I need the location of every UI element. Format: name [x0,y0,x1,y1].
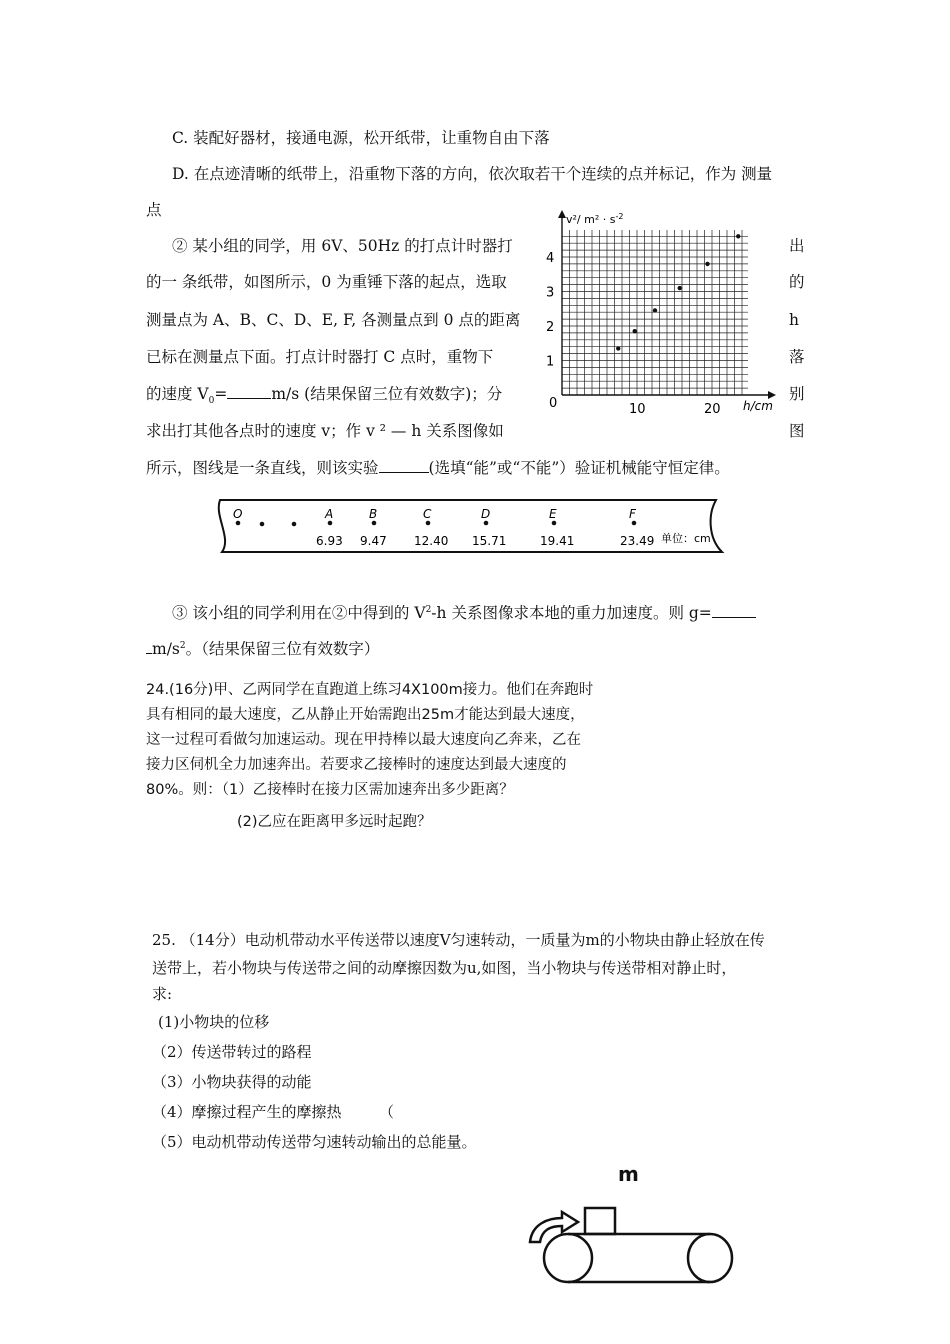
q24-sub-2: (2)乙应在距离甲多远时起跑？ [237,814,432,830]
part2-line-6: 求出打其他各点时的速度 v；作 v ² — h 关系图像如 [146,422,504,440]
y-axis-arrow [558,210,566,218]
step-d-text: D. 在点迹清晰的纸带上，沿重物下落的方向，依次取若干个连续的点并标记，作为 测量 [172,165,773,183]
left-roller [544,1234,592,1282]
part2-line-3: 测量点为 A、B、C、D、E, F, 各测量点到 0 点的距离 [146,311,521,329]
data-point [705,262,709,266]
q24-line-2: 具有相同的最大速度，乙从静止开始需跑出25m才能达到最大速度， [146,707,585,723]
tape-marks [233,507,654,548]
answer-blank-g [712,603,756,618]
tape-point-label: B [369,507,378,521]
graph-xlabel: h/cm [743,399,773,413]
data-point [678,286,682,290]
part2-line-4: 已标在测量点下面。打点计时器打 C 点时，重物下 [146,348,494,366]
x-axis-arrow [768,391,776,399]
graph-origin: 0 [549,396,558,411]
part2-right-6: 图 [789,422,805,440]
step-d-text-cont: 点 [146,201,162,219]
data-point [653,308,657,312]
part2-speed-line: 的速度 $V_0= m/s$ (结果保留三位有效数字)；分 [146,385,503,407]
tape-dot [372,521,377,526]
q25-line-2: 送带上，若小物块与传送带之间的动摩擦因数为u,如图，当小物块与传送带相对静止时， [152,959,737,977]
tape-distance: 15.71 [472,534,507,548]
tape-distance: 12.40 [414,534,449,548]
tape-point-label: E [549,507,557,521]
y-tick-label: 3 [546,285,555,301]
part2-last-line: 所示，图线是一条直线，则该实验 (选填“能”或“不能”）验证机械能守恒定律。 [146,459,730,477]
part2-right-2: 的 [789,273,805,291]
tape-point-label: F [629,507,636,521]
tape-point-label: D [481,507,491,521]
tape-dot [328,521,333,526]
part2-right-5: 别 [789,385,805,403]
part3-line-1: ③ 该小组的同学利用在②中得到的 $V^2-h$ 关系图像求本地的重力加速度。则 g= [172,600,756,623]
q25-item-5: （5）电动机带动传送带匀速转动输出的总能量。 [152,1133,477,1151]
q25-line-1: 25. （14分）电动机带动水平传送带以速度V匀速转动，一质量为m的小物块由静止轻放在传 [152,931,765,949]
q24-line-1: 24.(16分)甲、乙两同学在直跑道上练习4X100m接力。他们在奔跑时 [146,682,594,698]
part2-right-3: h [789,311,799,329]
q24-line-5: 80%。则：（1）乙接棒时在接力区需加速奔出多少距离？ [146,782,514,798]
answer-blank-vc [227,384,271,399]
x-tick-label: 20 [704,402,721,417]
q24-line-3: 这一过程可看做匀加速运动。现在甲持棒以最大速度向乙奔来，乙在 [146,732,581,748]
tape-point-label: O [233,507,243,521]
tape-distance: 23.49 [620,534,655,548]
tape-distance: 6.93 [316,534,343,548]
part2-right-4: 落 [789,348,805,366]
answer-blank-can [379,458,429,473]
q25-item-2: （2）传送带转过的路程 [152,1043,312,1061]
data-point [616,346,620,350]
v2-h-graph [540,208,780,418]
x-tick-label: 10 [629,402,646,417]
q25-item-4: （4）摩擦过程产生的摩擦热 （ [152,1103,395,1121]
y-tick-label: 4 [546,251,555,266]
part2-line-1: ② 某小组的同学，用 6V、50Hz 的打点计时器打 [172,237,513,255]
right-roller [688,1234,732,1282]
step-c-text: C. 装配好器材，接通电源，松开纸带，让重物自由下落 [172,129,550,147]
graph-ylabel: v²/ $m^2 \cdot s^{-2}$ [566,212,624,226]
q25-item-3: （3）小物块获得的动能 [152,1073,312,1091]
tape-point-label: A [325,507,334,521]
tape-point-label: C [423,507,432,521]
tape-unit: 单位：cm [661,532,711,545]
part2-right-1: 出 [789,237,805,255]
tape-dot [426,521,431,526]
tape-dot [260,522,265,527]
q24-line-4: 接力区伺机全力加速奔出。若要求乙接棒时的速度达到最大速度的 [146,757,567,773]
paper-tape [208,496,728,558]
tape-distance: 9.47 [360,534,387,548]
y-tick-label: 2 [546,320,555,335]
tape-dot [632,521,637,526]
mass-label: m [618,1162,639,1186]
tape-dot [552,521,557,526]
tape-dot [484,521,489,526]
graph-ticks [546,251,721,417]
y-tick-label: 1 [546,354,555,370]
tape-distance: 19.41 [540,534,575,548]
q25-line-3: 求: [152,985,173,1003]
block-m [585,1208,615,1234]
tape-dot [292,522,297,527]
part3-line-2: $m/s^2$。（结果保留三位有效数字） [146,636,379,659]
data-point [633,329,637,333]
conveyor-diagram [520,1196,750,1296]
data-point [736,234,740,238]
q25-item-1: (1)小物块的位移 [158,1013,270,1031]
tape-dot [236,521,241,526]
part2-line-2: 的一 条纸带，如图所示，0 为重锤下落的起点，选取 [146,273,507,291]
